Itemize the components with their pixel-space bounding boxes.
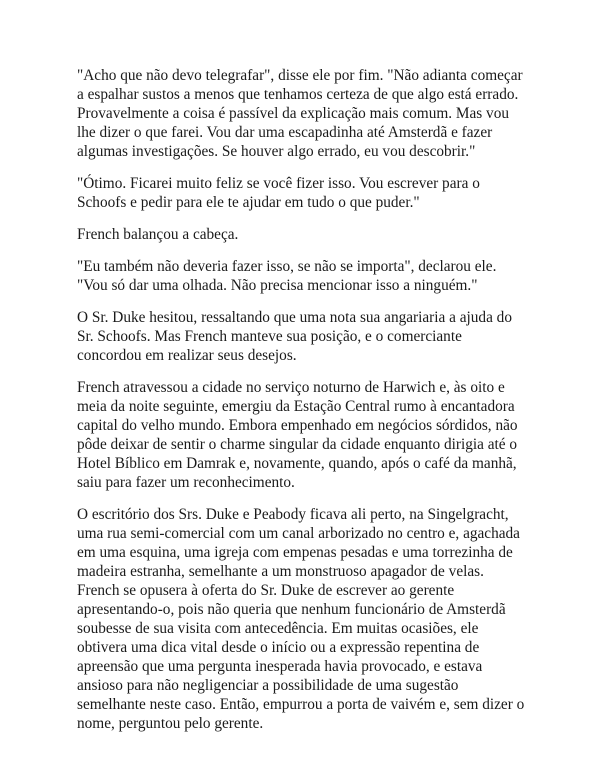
- paragraph-7: O escritório dos Srs. Duke e Peabody ficava ali perto, na Singelgracht, uma rua semi-comercial com um canal arborizado no centro e, agachada em uma esquina, uma igreja com empenas pesadas e uma torrezinha de madeira estranha, semelhante a um monstruoso apagador de velas. French se opusera à oferta do Sr. Duke de escrever ao gerente apresentando-o, pois não queria que nenhum funcionário de Amsterdã soubesse de sua visita com antecedência. Em muitas ocasiões, ele obtivera uma dica vital desde o início ou a expressão repentina de apreensão que uma pergunta inesperada havia provocado, e estava ansioso para não negligenciar a possibilidade de uma sugestão semelhante neste caso. Então, empurrou a porta de vaivém e, sem dizer o nome, perguntou pelo gerente.: [77, 506, 525, 732]
- paragraph-2: "Ótimo. Ficarei muito feliz se você fizer isso. Vou escrever para o Schoofs e pedir para ele te ajudar em tudo o que puder.": [77, 175, 480, 211]
- paragraph-5: O Sr. Duke hesitou, ressaltando que uma nota sua angariaria a ajuda do Sr. Schoofs. Mas French manteve sua posição, e o comerciante concordou em realizar seus desejos.: [77, 309, 512, 364]
- paragraph-6: French atravessou a cidade no serviço noturno de Harwich e, às oito e meia da noite seguinte, emergiu da Estação Central rumo à encantadora capital do velho mundo. Embora empenhado em negócios sórdidos, não pôde deixar de sentir o charme singular da cidade enquanto dirigia até o Hotel Bíblico em Damrak e, novamente, quando, após o café da manhã, saiu para fazer um reconhecimento.: [77, 379, 518, 491]
- document-page: [77, 66, 529, 746]
- paragraph-4: "Eu também não deveria fazer isso, se não se importa", declarou ele. "Vou só dar uma olhada. Não precisa mencionar isso a ninguém.": [77, 258, 497, 294]
- paragraph-3: French balançou a cabeça.: [77, 226, 239, 243]
- paragraph-1: "Acho que não devo telegrafar", disse ele por fim. "Não adianta começar a espalhar sustos a menos que tenhamos certeza de que algo está errado. Provavelmente a coisa é passível da explicação mais comum. Mas vou lhe dizer o que farei. Vou dar uma escapadinha até Amsterdã e fazer algumas investigações. Se houver algo errado, eu vou descobrir.": [77, 67, 523, 160]
